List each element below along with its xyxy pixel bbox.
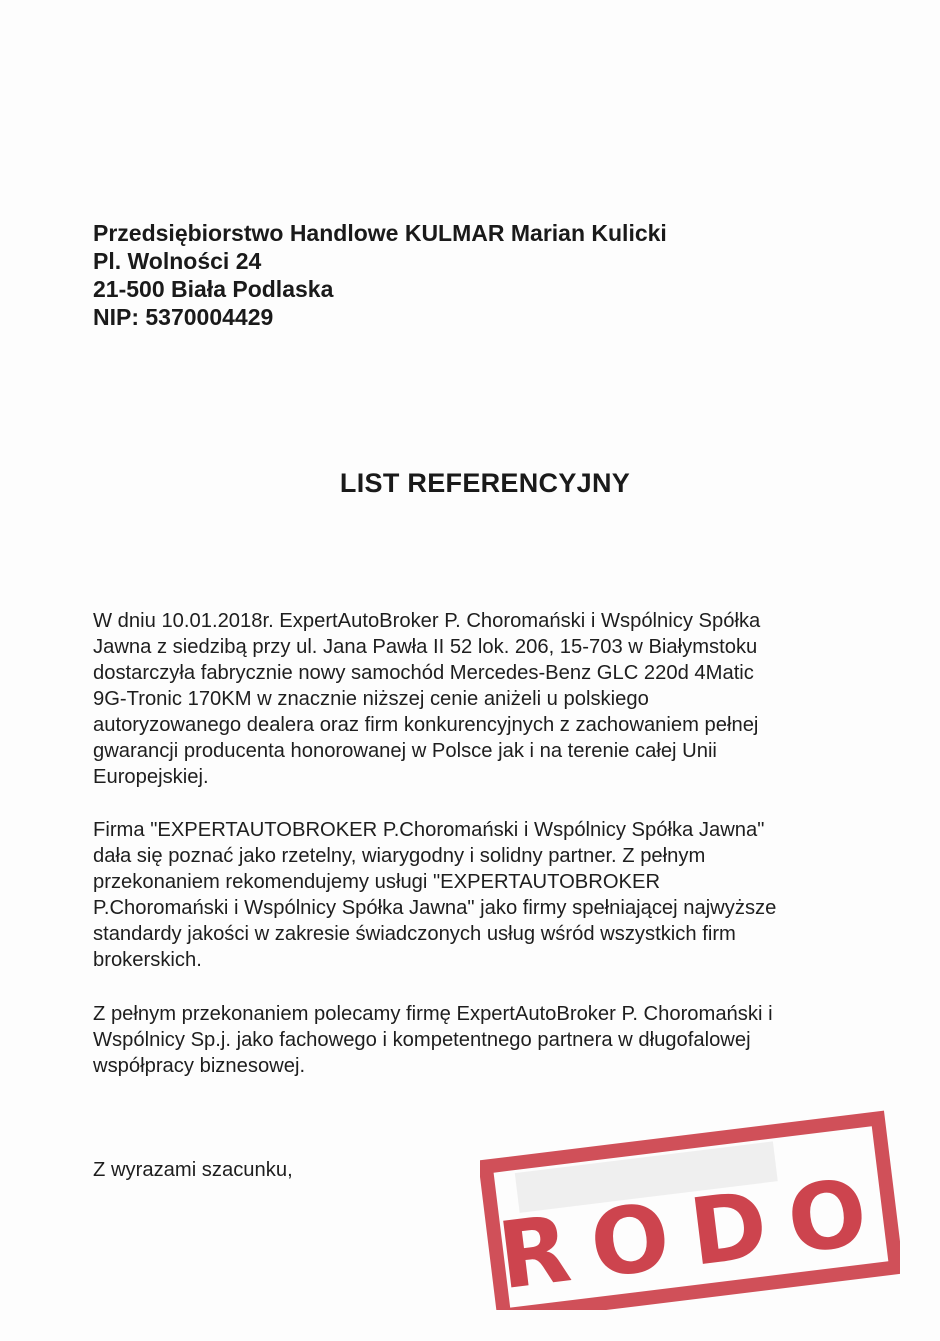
paragraph-line: P.Choromański i Wspólnicy Spółka Jawna" jako firmy spełniającej najwyższe (93, 897, 777, 919)
closing-salutation: Z wyrazami szacunku, (93, 1159, 293, 1181)
paragraph-line: brokerskich. (93, 949, 202, 971)
rodo-stamp-graphic (480, 1100, 900, 1310)
paragraph-line: dostarczyła fabrycznie nowy samochód Mercedes-Benz GLC 220d 4Matic (93, 662, 754, 684)
paragraph-line: Jawna z siedzibą przy ul. Jana Pawła II 52 lok. 206, 15-703 w Białymstoku (93, 636, 758, 658)
paragraph-line: W dniu 10.01.2018r. ExpertAutoBroker P. Choromański i Wspólnicy Spółka (93, 610, 761, 632)
paragraph-1 (93, 608, 760, 790)
paragraph-line: Europejskiej. (93, 766, 209, 788)
paragraph-line: Firma "EXPERTAUTOBROKER P.Choromański i Wspólnicy Spółka Jawna" (93, 819, 765, 841)
paragraph-line: gwarancji producenta honorowanej w Polsce jak i na terenie całej Unii (93, 740, 717, 762)
sender-nip: NIP: 5370004429 (93, 304, 274, 330)
rodo-stamp (480, 1100, 900, 1310)
sender-block (93, 219, 667, 331)
paragraph-line: standardy jakości w zakresie świadczonych usług wśród wszystkich firm (93, 923, 736, 945)
paragraph-line: Wspólnicy Sp.j. jako fachowego i kompetentnego partnera w długofalowej (93, 1029, 751, 1051)
sender-street: Pl. Wolności 24 (93, 248, 262, 274)
paragraph-2 (93, 817, 776, 973)
paragraph-line: Z pełnym przekonaniem polecamy firmę ExpertAutoBroker P. Choromański i (93, 1003, 773, 1025)
paragraph-line: 9G-Tronic 170KM w znacznie niższej cenie aniżeli u polskiego (93, 688, 649, 710)
sender-city: 21-500 Biała Podlaska (93, 276, 334, 302)
paragraph-line: autoryzowanego dealera oraz firm konkurencyjnych z zachowaniem pełnej (93, 714, 759, 736)
paragraph-line: przekonaniem rekomendujemy usługi "EXPERTAUTOBROKER (93, 871, 661, 893)
paragraph-line: współpracy biznesowej. (93, 1055, 306, 1077)
document-title: LIST REFERENCYJNY (339, 468, 631, 498)
sender-company: Przedsiębiorstwo Handlowe KULMAR Marian Kulicki (93, 220, 667, 246)
paragraph-line: dała się poznać jako rzetelny, wiarygodny i solidny partner. Z pełnym (93, 845, 706, 867)
stamp-text: RODO (492, 1156, 895, 1310)
paragraph-3 (93, 1001, 773, 1079)
